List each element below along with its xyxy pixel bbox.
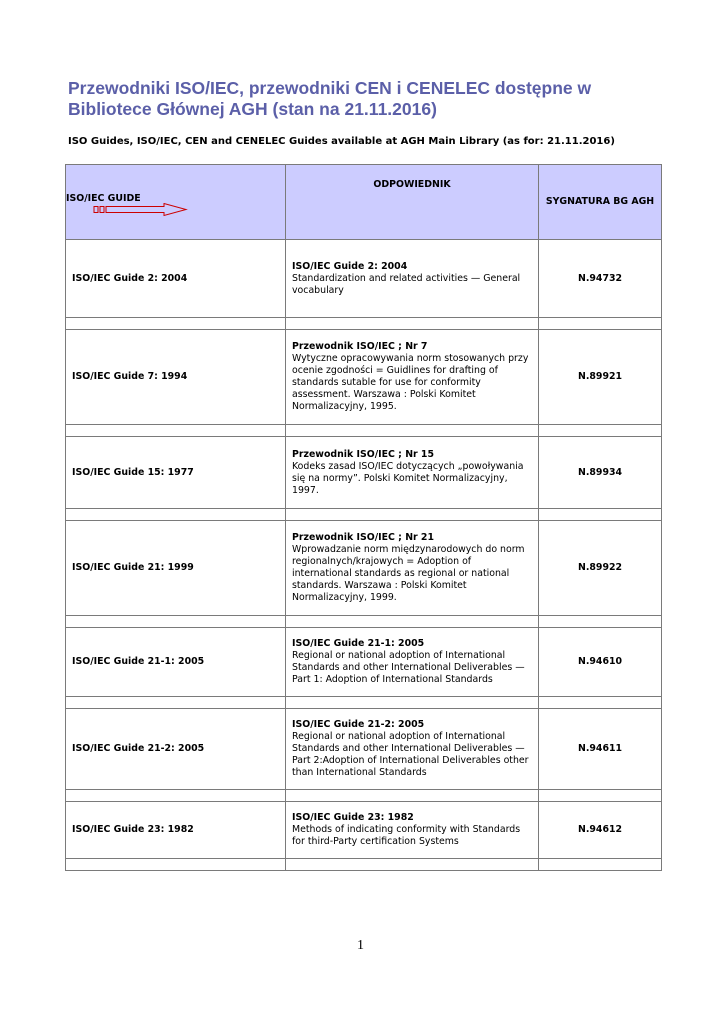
spacer-row	[66, 425, 662, 437]
header-equivalent: ODPOWIEDNIK	[286, 165, 539, 240]
equivalent-title: ISO/IEC Guide 2: 2004	[292, 260, 408, 272]
empty-cell	[539, 697, 662, 709]
equivalent-cell	[286, 330, 539, 425]
equivalent-description: Standardization and related activities — General vocabulary	[292, 272, 521, 296]
empty-cell	[286, 509, 539, 521]
page-number: 1	[357, 938, 364, 953]
empty-cell	[66, 318, 286, 330]
guide-cell: ISO/IEC Guide 21-1: 2005	[66, 628, 286, 697]
equivalent-description: Wprowadzanie norm międzynarodowych do norm regionalnych/krajowych = Adoption of international standards as regional or national standards. Warszawa : Polski Komitet Normalizacyjny, 1999.	[292, 544, 525, 603]
table-row	[66, 628, 662, 697]
spacer-row	[66, 790, 662, 802]
equivalent-description: Regional or national adoption of International Standards and other International Deliverables — Part 2:Adoption of International Deliverables other than International Standards	[292, 731, 529, 778]
equivalent-description: Wytyczne opracowywania norm stosowanych przy ocenie zgodności = Guidlines for drafting of standards sutable for use for conformity assessment. Warszawa : Polski Komitet Normalizacyjny, 1995.	[292, 353, 529, 412]
guide-cell: ISO/IEC Guide 21-2: 2005	[66, 709, 286, 790]
equivalent-cell	[286, 240, 539, 318]
spacer-row	[66, 697, 662, 709]
header-guide-label: ISO/IEC GUIDE	[66, 193, 141, 204]
equivalent-cell	[286, 628, 539, 697]
empty-cell	[286, 697, 539, 709]
header-signature-label: SYGNATURA BG AGH	[545, 196, 655, 207]
spacer-row	[66, 616, 662, 628]
spacer-row	[66, 318, 662, 330]
table-header-row	[66, 165, 662, 240]
signature-cell: N.94610	[539, 628, 662, 697]
equivalent-cell	[286, 437, 539, 509]
signature-cell: N.89921	[539, 330, 662, 425]
guides-table	[65, 164, 662, 871]
table-row	[66, 521, 662, 616]
table-row	[66, 437, 662, 509]
empty-cell	[286, 616, 539, 628]
equivalent-title: Przewodnik ISO/IEC ; Nr 15	[292, 448, 434, 460]
page-subtitle: ISO Guides, ISO/IEC, CEN and CENELEC Guides available at AGH Main Library (as for: 21.11.2016)	[68, 136, 615, 147]
equivalent-title: ISO/IEC Guide 21-2: 2005	[292, 719, 425, 730]
guide-cell: ISO/IEC Guide 23: 1982	[66, 802, 286, 859]
table-row	[66, 802, 662, 859]
equivalent-title: ISO/IEC Guide 21-1: 2005	[292, 638, 425, 649]
equivalent-cell	[286, 521, 539, 616]
equivalent-description: Methods of indicating conformity with Standards for third-Party certification Systems	[292, 824, 521, 847]
equivalent-cell	[286, 802, 539, 859]
empty-cell	[66, 790, 286, 802]
empty-cell	[539, 509, 662, 521]
table-row	[66, 709, 662, 790]
equivalent-cell	[286, 709, 539, 790]
signature-cell: N.94611	[539, 709, 662, 790]
guide-cell: ISO/IEC Guide 21: 1999	[66, 521, 286, 616]
empty-cell	[66, 616, 286, 628]
empty-cell	[66, 509, 286, 521]
page-title: Przewodniki ISO/IEC, przewodniki CEN i CENELEC dostępne w Bibliotece Głównej AGH (stan na 21.11.2016)	[68, 78, 592, 119]
equivalent-title: Przewodnik ISO/IEC ; Nr 21	[292, 532, 434, 543]
empty-cell	[539, 616, 662, 628]
spacer-row	[66, 509, 662, 521]
empty-cell	[66, 697, 286, 709]
guide-cell: ISO/IEC Guide 2: 2004	[66, 240, 286, 318]
empty-cell	[539, 318, 662, 330]
signature-cell: N.89922	[539, 521, 662, 616]
empty-cell	[539, 859, 662, 871]
empty-cell	[286, 790, 539, 802]
table-row	[66, 330, 662, 425]
empty-cell	[539, 425, 662, 437]
empty-cell	[66, 425, 286, 437]
equivalent-description: Regional or national adoption of International Standards and other International Deliverables — Part 1: Adoption of International Standards	[292, 650, 525, 685]
header-guide	[66, 165, 286, 240]
spacer-row	[66, 859, 662, 871]
signature-cell: N.89934	[539, 437, 662, 509]
empty-cell	[539, 790, 662, 802]
header-signature	[539, 165, 662, 240]
empty-cell	[66, 859, 286, 871]
equivalent-description: Kodeks zasad ISO/IEC dotyczących „powoływania się na normy”. Polski Komitet Normalizacyjny, 1997.	[292, 460, 524, 496]
table-row	[66, 240, 662, 318]
signature-cell: N.94732	[539, 240, 662, 318]
empty-cell	[286, 859, 539, 871]
guide-cell: ISO/IEC Guide 7: 1994	[66, 330, 286, 425]
signature-cell: N.94612	[539, 802, 662, 859]
empty-cell	[286, 318, 539, 330]
equivalent-title: Przewodnik ISO/IEC ; Nr 7	[292, 341, 428, 352]
right-arrow-icon	[92, 203, 188, 217]
equivalent-title: ISO/IEC Guide 23: 1982	[292, 812, 414, 823]
empty-cell	[286, 425, 539, 437]
guide-cell: ISO/IEC Guide 15: 1977	[66, 437, 286, 509]
